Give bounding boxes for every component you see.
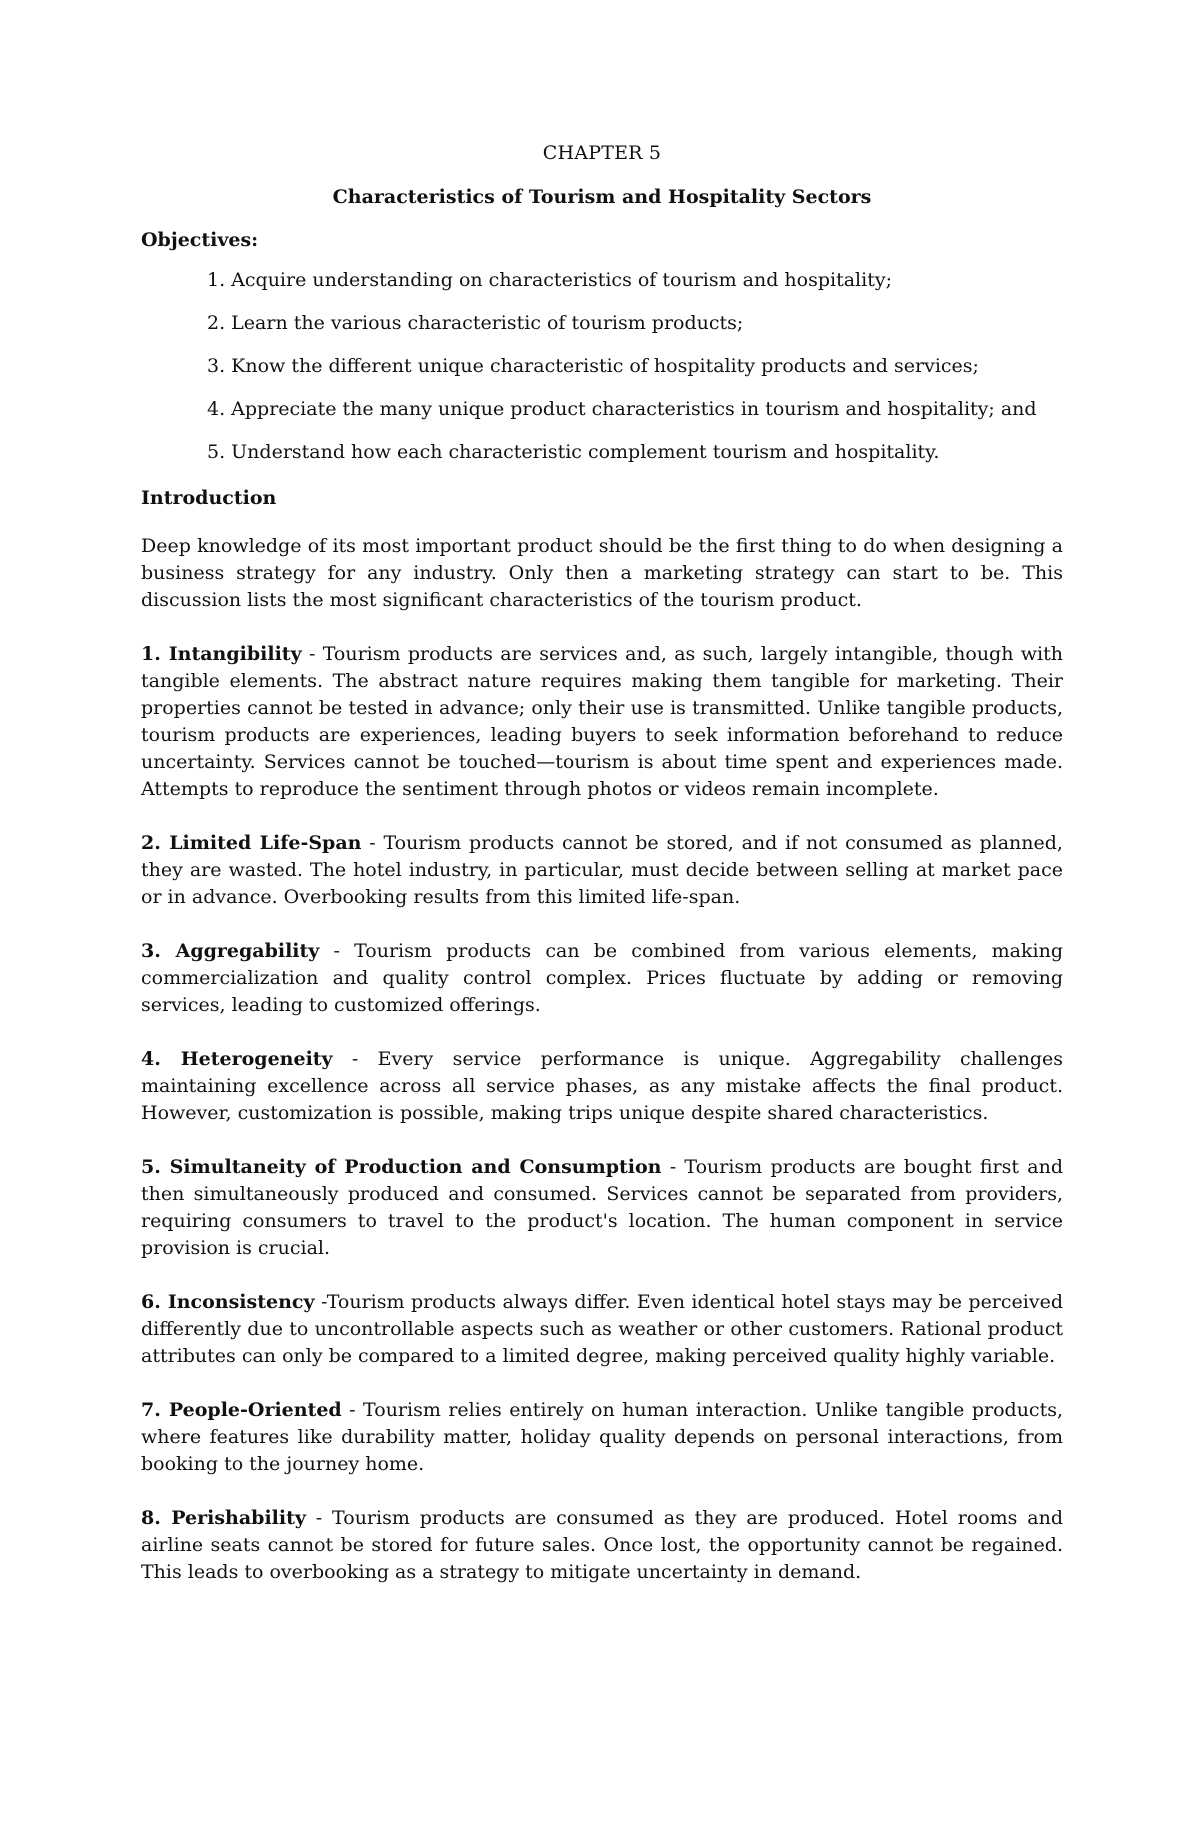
characteristic-term: 3. Aggregability bbox=[141, 940, 320, 962]
characteristic-description: - Tourism products can be combined from various elements, making commercialization and quality control complex. Prices fluctuate by adding or removing services, leading to customized offerings. bbox=[141, 940, 1063, 1016]
characteristic-paragraph bbox=[141, 1154, 1063, 1262]
characteristic-description: - Tourism products are services and, as such, largely intangible, though with tangible elements. The abstract nature requires making them tangible for marketing. Their properties cannot be tested in advance; only their use is transmitted. Unlike tangible products, tourism products are experiences, leading buyers to seek information beforehand to reduce uncertainty. Services cannot be touched—tourism is about time spent and experiences made. Attempts to reproduce the sentiment through photos or videos remain incomplete. bbox=[141, 643, 1063, 800]
characteristic-description: - Tourism products are bought first and then simultaneously produced and consumed. Services cannot be separated from providers, requiring consumers to travel to the product's location. The human component in service provision is crucial. bbox=[141, 1156, 1063, 1259]
characteristic-term: 7. People-Oriented bbox=[141, 1399, 342, 1421]
characteristic-paragraph bbox=[141, 830, 1063, 911]
characteristic-description: - Tourism products are consumed as they are produced. Hotel rooms and airline seats cannot be stored for future sales. Once lost, the opportunity cannot be regained. This leads to overbooking as a strategy to mitigate uncertainty in demand. bbox=[141, 1507, 1064, 1583]
characteristic-term: 2. Limited Life-Span bbox=[141, 832, 362, 854]
objective-item: 1. Acquire understanding on characteristics of tourism and hospitality; bbox=[207, 269, 892, 291]
characteristic-paragraph bbox=[141, 641, 1063, 803]
objective-item: 4. Appreciate the many unique product characteristics in tourism and hospitality; and bbox=[207, 398, 1037, 420]
objectives-label: Objectives: bbox=[141, 229, 259, 251]
characteristic-paragraph bbox=[141, 1505, 1063, 1586]
characteristic-description: - Tourism products cannot be stored, and if not consumed as planned, they are wasted. The hotel industry, in particular, must decide between selling at market pace or in advance. Overbooking results from this limited life-span. bbox=[141, 832, 1063, 908]
introduction-heading: Introduction bbox=[141, 487, 277, 509]
chapter-number: CHAPTER 5 bbox=[542, 142, 662, 164]
characteristic-paragraph bbox=[141, 1046, 1063, 1127]
characteristic-term: 1. Intangibility bbox=[141, 643, 302, 665]
characteristic-paragraph bbox=[141, 1289, 1063, 1370]
characteristic-term: 5. Simultaneity of Production and Consumption bbox=[141, 1156, 662, 1178]
characteristic-description: - Tourism relies entirely on human interaction. Unlike tangible products, where features like durability matter, holiday quality depends on personal interactions, from booking to the journey home. bbox=[141, 1399, 1063, 1475]
characteristic-paragraph bbox=[141, 1397, 1063, 1478]
characteristic-term: 8. Perishability bbox=[141, 1507, 306, 1529]
characteristic-term: 4. Heterogeneity bbox=[141, 1048, 333, 1070]
chapter-title: Characteristics of Tourism and Hospitality Sectors bbox=[332, 186, 872, 208]
characteristic-term: 6. Inconsistency bbox=[141, 1291, 315, 1313]
characteristic-description: - Every service performance is unique. Aggregability challenges maintaining excellence across all service phases, as any mistake affects the final product. However, customization is possible, making trips unique despite shared characteristics. bbox=[141, 1048, 1063, 1124]
objective-item: 5. Understand how each characteristic complement tourism and hospitality. bbox=[207, 441, 940, 463]
document-page bbox=[141, 140, 1063, 1613]
characteristic-paragraph bbox=[141, 938, 1063, 1019]
objectives-list bbox=[141, 267, 1063, 465]
objective-item: 2. Learn the various characteristic of tourism products; bbox=[207, 312, 744, 334]
introduction-paragraph: Deep knowledge of its most important product should be the first thing to do when designing a business strategy for any industry. Only then a marketing strategy can start to be. This discussion lists the most significant characteristics of the tourism product. bbox=[141, 535, 1063, 611]
objective-item: 3. Know the different unique characteristic of hospitality products and services; bbox=[207, 355, 979, 377]
characteristic-description: -Tourism products always differ. Even identical hotel stays may be perceived differently due to uncontrollable aspects such as weather or other customers. Rational product attributes can only be compared to a limited degree, making perceived quality highly variable. bbox=[141, 1291, 1063, 1367]
